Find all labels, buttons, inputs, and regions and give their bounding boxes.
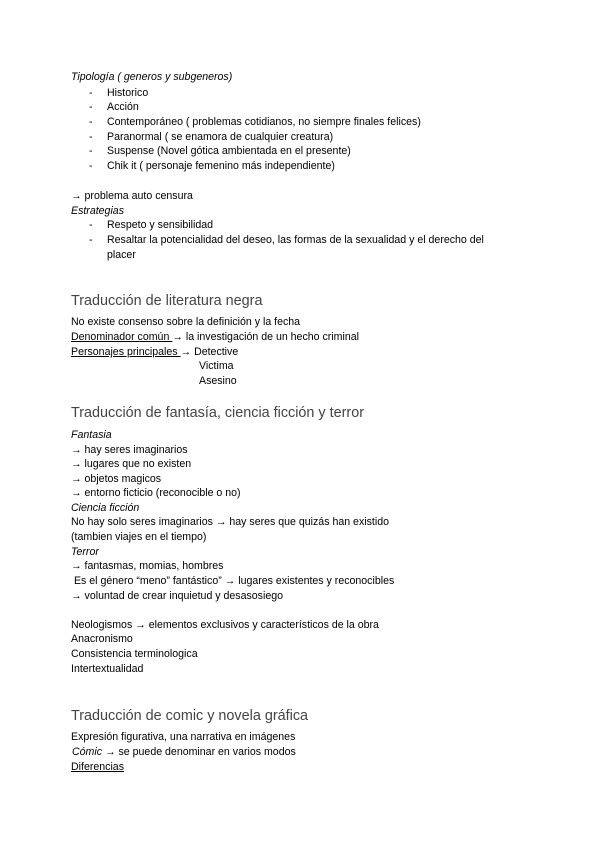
bullet-marker: - (89, 87, 93, 99)
bullet-marker: - (89, 131, 93, 143)
tipologia-item: Chik it ( personaje femenino más independiente) (107, 160, 335, 172)
extra-item: Intertextualidad (71, 663, 144, 675)
diferencias-label: Diferencias (71, 761, 124, 773)
comic-label: Cómic (72, 746, 103, 758)
heading-fantasia: Traducción de fantasía, ciencia ficción y terror (71, 405, 365, 421)
bullet-marker: - (89, 160, 93, 172)
estrategias-item: Respeto y sensibilidad (107, 219, 213, 231)
terror-item: → voluntad de crear inquietud y desasosiego (71, 590, 284, 602)
denominador-text: → la investigación de un hecho criminal (172, 331, 359, 343)
ciencia-item: (tambien viajes en el tiempo) (71, 531, 207, 543)
bullet-marker: - (89, 116, 93, 128)
bullet-marker: - (89, 219, 93, 231)
estrategias-item: placer (107, 249, 136, 261)
censura-line: → problema auto censura (71, 190, 193, 202)
fantasia-item: → objetos magicos (71, 473, 162, 485)
extra-item: Neologismos → elementos exclusivos y característicos de la obra (71, 619, 379, 631)
personajes-label: Personajes principales (71, 346, 181, 358)
tipologia-item: Contemporáneo ( problemas cotidianos, no siempre finales felices) (107, 116, 421, 128)
bullet-marker: - (89, 101, 93, 113)
personaje-victima: Victima (199, 360, 234, 372)
tipologia-item: Suspense (Novel gótica ambientada en el presente) (107, 145, 351, 157)
bullet-marker: - (89, 234, 93, 246)
tipologia-item: Paranormal ( se enamora de cualquier creatura) (107, 131, 334, 143)
terror-item: Es el género “meno” fantástico” → lugares existentes y reconocibles (71, 575, 395, 587)
ciencia-title: Ciencia ficción (71, 502, 140, 514)
terror-item: → fantasmas, momias, hombres (71, 560, 224, 572)
comic-denominar-line (72, 745, 296, 760)
estrategias-item: Resaltar la potencialidad del deseo, las formas de la sexualidad y el derecho del (107, 234, 484, 246)
bullet-marker: - (89, 145, 93, 157)
personajes-detective: → Detective (180, 346, 239, 358)
fantasia-item: → hay seres imaginarios (71, 444, 188, 456)
personajes-line (71, 345, 238, 360)
fantasia-item: → lugares que no existen (71, 458, 192, 470)
tipologia-item: Historico (107, 87, 149, 99)
heading-comic: Traducción de comic y novela gráfica (71, 708, 309, 724)
extra-item: Consistencia terminologica (71, 648, 198, 660)
fantasia-item: → entorno ficticio (reconocible o no) (71, 487, 241, 499)
heading-literatura-negra: Traducción de literatura negra (71, 293, 263, 309)
tipologia-item: Acción (107, 101, 139, 113)
denominador-label: Denominador común (71, 331, 173, 343)
terror-title: Terror (71, 546, 99, 558)
negra-line: No existe consenso sobre la definición y la fecha (71, 316, 301, 328)
ciencia-item: No hay solo seres imaginarios → hay seres que quizás han existido (71, 516, 389, 528)
extra-item: Anacronismo (71, 633, 133, 645)
estrategias-title: Estrategias (71, 205, 124, 217)
comic-text: → se puede denominar en varios modos (102, 746, 296, 758)
fantasia-title: Fantasia (71, 429, 112, 441)
tipologia-title: Tipología ( generos y subgeneros) (71, 71, 233, 83)
personaje-asesino: Asesino (199, 375, 237, 387)
comic-line: Expresión figurativa, una narrativa en imágenes (71, 731, 296, 743)
denominador-line (71, 330, 359, 345)
